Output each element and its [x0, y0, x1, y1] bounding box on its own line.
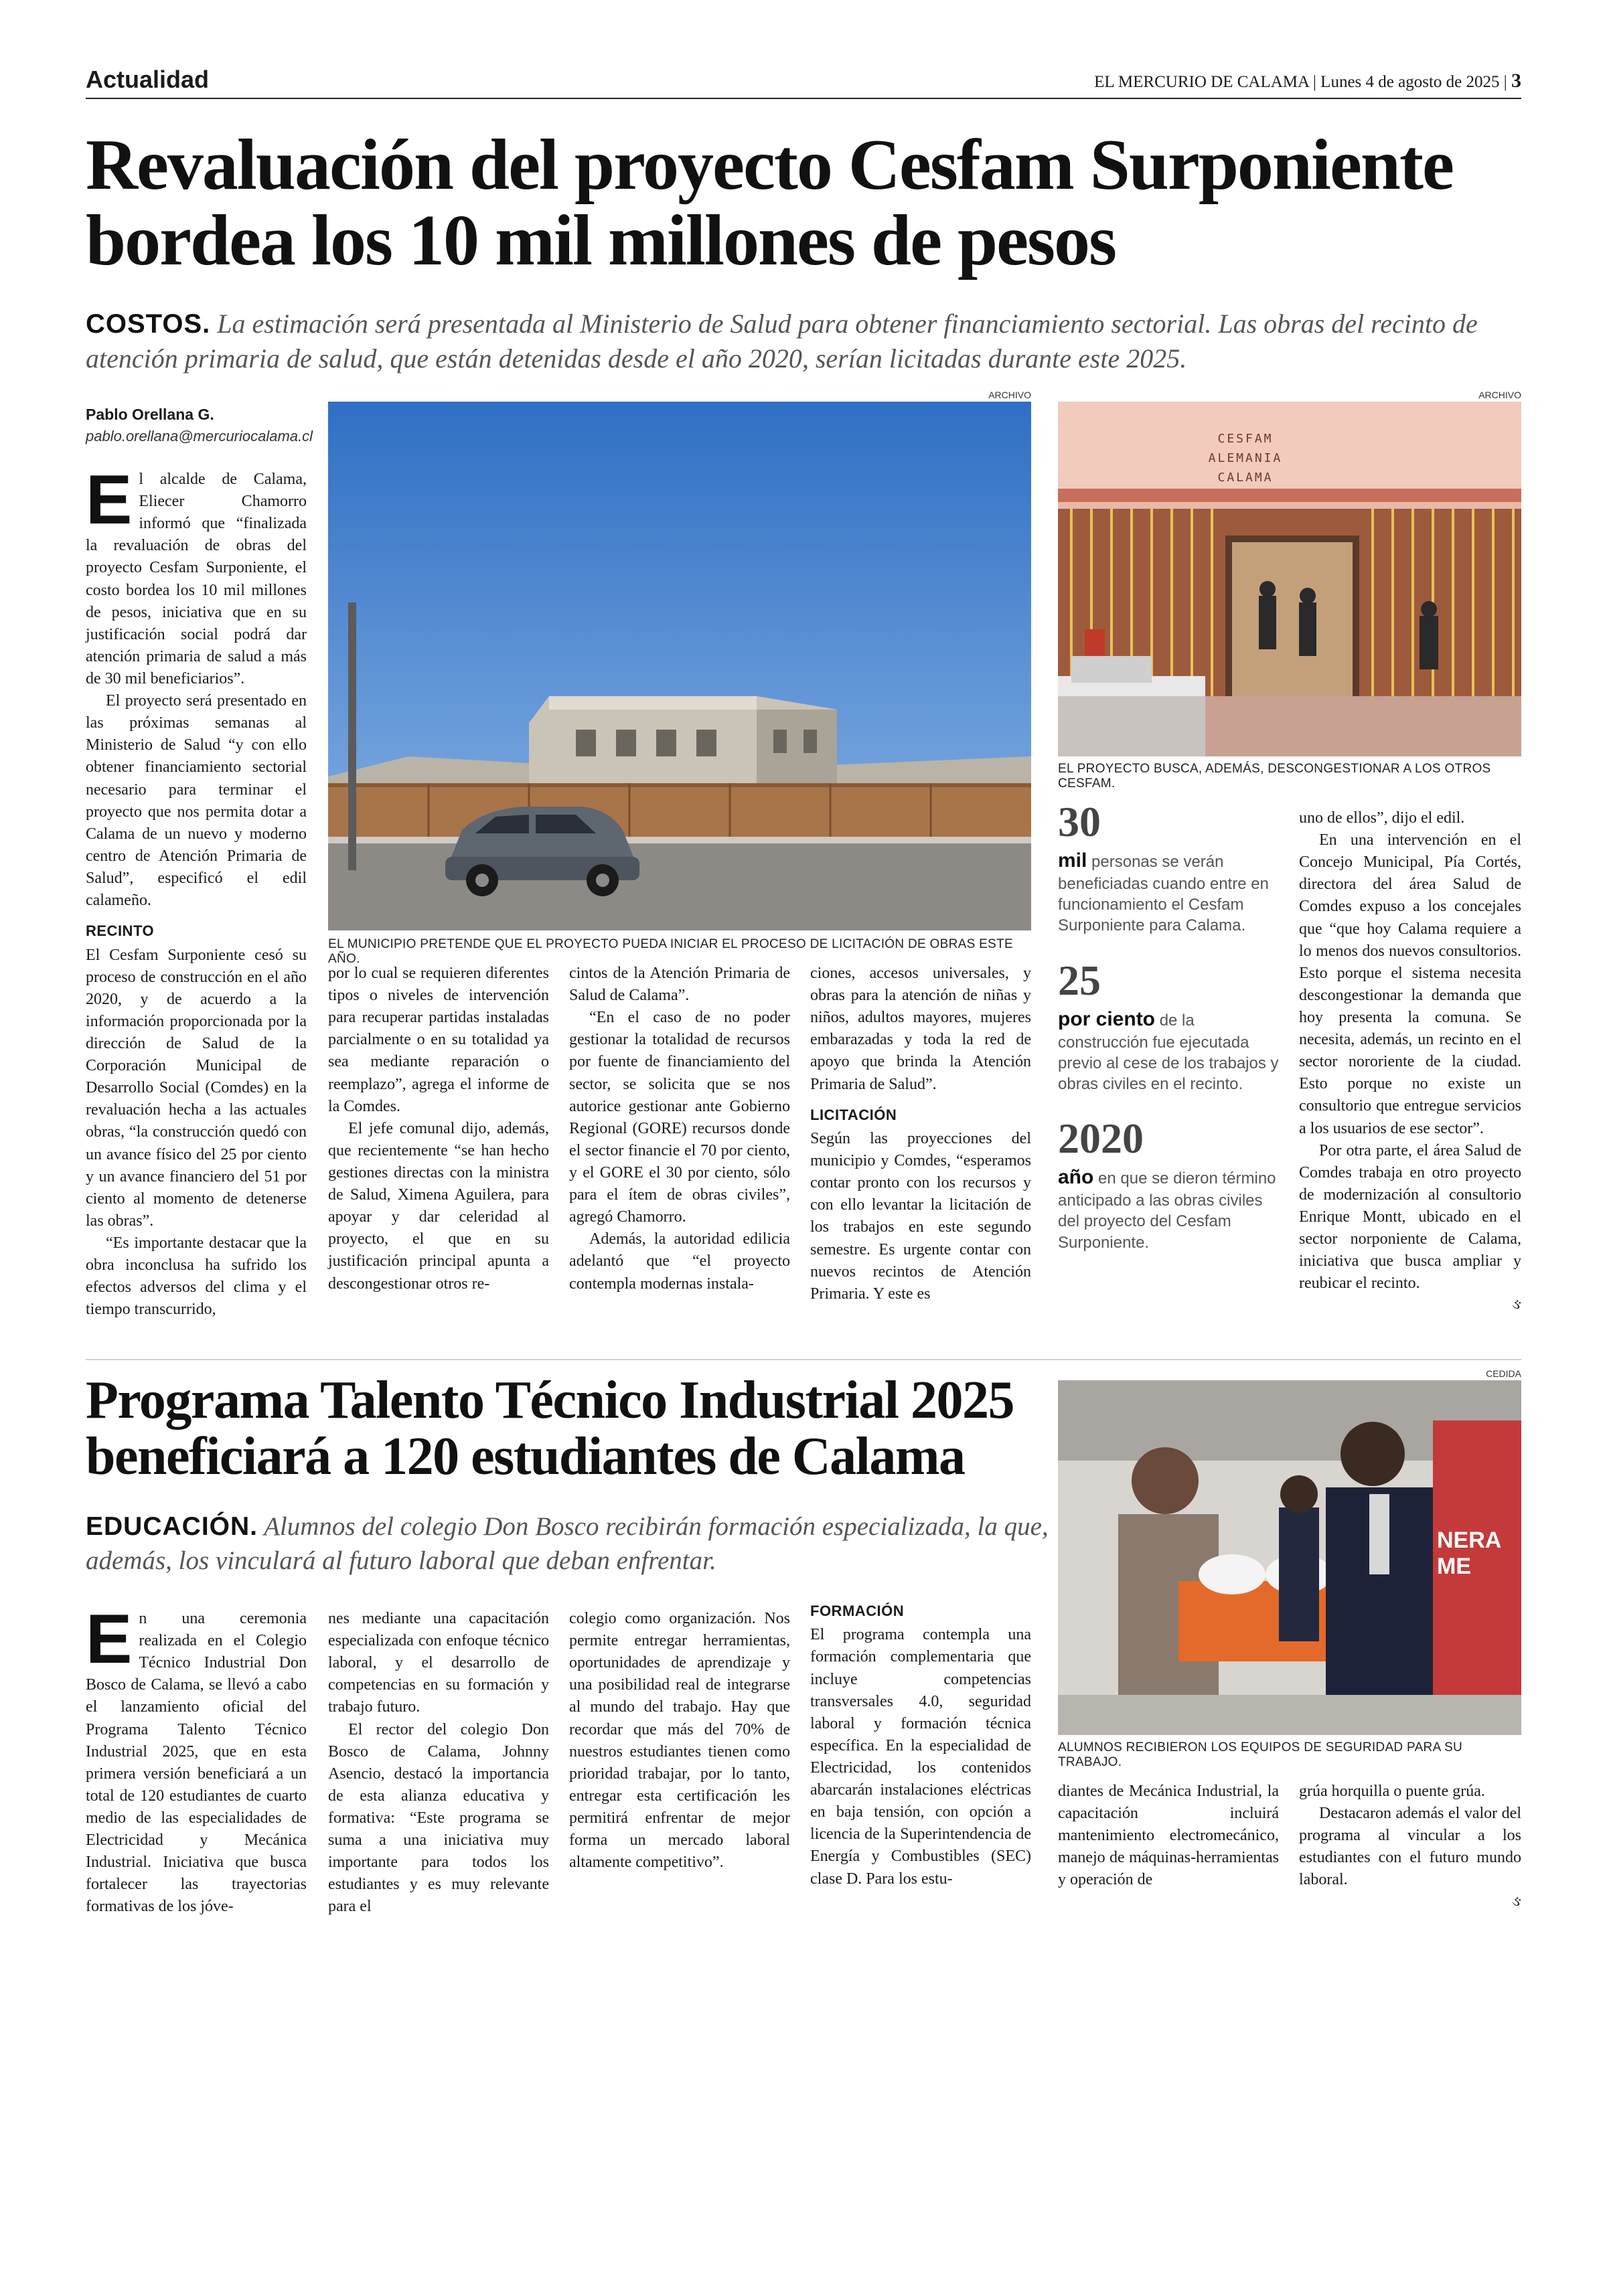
article1-col3-p3: Además, la autoridad edilicia adelantó que “el proyecto contempla modernas instala- — [569, 1230, 790, 1293]
article2-col4-p1: El programa contempla una formación complementaria que incluye competencias transversales 4.0, seguridad laboral y formación técnica específica. En la especialidad de Electricidad, los contenidos abarcarán instalaciones eléctricas en baja tensión, con opción a licencia de la Superintendencia de Energía y Combustibles (SEC) clase D. Para los estu- — [810, 1626, 1031, 1888]
article1-kicker-label: COSTOS. — [86, 309, 211, 339]
byline — [86, 406, 313, 445]
subhead-formacion: FORMACIÓN — [810, 1603, 905, 1619]
subhead-recinto: RECINTO — [86, 922, 155, 940]
article2-kicker — [86, 1510, 1057, 1578]
fact-text — [1058, 847, 1279, 936]
page-number: 3 — [1511, 70, 1521, 92]
header-rule — [86, 98, 1521, 99]
photo1-credit: ARCHIVO — [988, 390, 1031, 400]
author-email[interactable]: pablo.orellana@mercuriocalama.cl — [86, 428, 313, 444]
fact-item — [1058, 1117, 1279, 1253]
article2-column-6 — [1299, 1781, 1521, 1912]
dropcap: E — [86, 461, 133, 539]
article1-col1-p2: El proyecto será presentado en las próximas semanas al Ministerio de Salud “y con ello obtener financiamiento sectorial necesario para terminar el proyecto que nos permita dotar a Calama de un nuevo y moderno centro de Atención Primaria de Salud”, especificó el edil calameño. — [86, 692, 307, 910]
photo2-credit: ARCHIVO — [1478, 390, 1521, 400]
article2-column-5 — [1058, 1781, 1279, 1892]
article2-column-2 — [328, 1608, 549, 1918]
photo2-caption: EL PROYECTO BUSCA, ADEMÁS, DESCONGESTIONAR A LOS OTROS CESFAM. — [1058, 762, 1491, 791]
fact-number: 25 — [1058, 956, 1101, 1004]
article1-col6-p1: uno de ellos”, dijo el edil. — [1299, 809, 1465, 827]
factbox — [1058, 798, 1279, 1253]
article1-column-2 — [328, 963, 549, 1295]
article1-col3-p1: cintos de la Atención Primaria de Salud de Calama”. — [569, 965, 790, 1005]
article2-col2-p1: nes mediante una capacitación especializada con enfoque técnico laboral, y el desarrollo de competencias en su formación y trabajo futuro. — [328, 1610, 549, 1716]
article1-col4-p2: Según las proyecciones del municipio y Comdes, “esperamos contar pronto con los recursos y con ello levantar la licitación de los trabajos en este segundo semestre. Es urgente contar con nuevos recintos de Atención Primaria. Y este es — [810, 1130, 1031, 1303]
photo1-caption: EL MUNICIPIO PRETENDE QUE EL PROYECTO PUEDA INICIAR EL PROCESO DE LICITACIÓN DE OBRAS ESTE AÑO. — [328, 937, 1013, 966]
dropcap: E — [86, 1601, 133, 1678]
article1-col2-p1: por lo cual se requieren diferentes tipos o niveles de intervención para recuperar partidas instaladas parcialmente o en su totalidad ya sea mediante reparación o reemplazo”, agrega el informe de la Comdes. — [328, 965, 549, 1115]
article-divider — [86, 1359, 1521, 1360]
end-mark-icon: ઙ — [1511, 1892, 1521, 1910]
article2-col5-p1: diantes de Mecánica Industrial, la capacitación incluirá mantenimiento electromecánico, manejo de máquinas-herramientas y operación de — [1058, 1783, 1279, 1889]
article2-column-3 — [569, 1608, 790, 1874]
fact-item — [1058, 798, 1279, 936]
masthead-text: EL MERCURIO DE CALAMA | Lunes 4 de agosto de 2025 | — [1094, 73, 1507, 91]
article1-kicker-text: La estimación será presentada al Ministerio de Salud para obtener financiamiento sectorial. Las obras del recinto de atención primaria de salud, que están detenidas desde el año 2020, serían licitadas durante este 2025. — [86, 309, 1478, 374]
article2-headline: Programa Talento Técnico Industrial 2025 beneficiará a 120 estudiantes de Calama — [86, 1371, 1014, 1486]
fact-unit: por ciento — [1058, 1007, 1156, 1030]
banner-text: NERA ME — [1437, 1528, 1501, 1579]
article2-kicker-label: EDUCACIÓN. — [86, 1512, 258, 1541]
construction-photo — [328, 402, 1031, 930]
article1-col2-p2: El jefe comunal dijo, además, que recientemente “se han hecho gestiones directas con la ministra de Salud, Ximena Aguilera, para apoyar y dar celeridad al proyecto, el que en su justificación principal apunta a descongestionar otros re- — [328, 1119, 549, 1293]
article1-lead — [86, 461, 307, 690]
ceremony-photo — [1058, 1380, 1521, 1735]
construction-photo-image — [328, 402, 1031, 930]
article1-col6-p2: En una intervención en el Concejo Municipal, Pía Cortés, directora del área Salud de Comdes expuso a los concejales que “que hoy Calama requiere a lo menos dos nuevos consultorios. Esto porque el sistema necesita descongestionar la demanda que hoy presenta la comuna. Se necesita, además, un recinto en el sector nororiente de la ciudad. Esto porque no existe un consultorio que entregue servicios a los usuarios de ese sector”. — [1299, 831, 1521, 1137]
article2-kicker-text: Alumnos del colegio Don Bosco recibirán formación especializada, la que, además, los vinculará al futuro laboral que deban enfrentar. — [86, 1512, 1049, 1575]
article1-column-6 — [1299, 807, 1521, 1315]
cesfam-sign: CESFAM ALEMANIA CALAMA — [1208, 432, 1283, 485]
article1-col1-p4: “Es importante destacar que la obra inconclusa ha sufrido los efectos adversos del clima y el tiempo transcurrido, — [86, 1234, 307, 1319]
article2-column-4 — [810, 1601, 1031, 1890]
article2-lead — [86, 1601, 307, 1918]
article1-headline: Revaluación del proyecto Cesfam Surponiente bordea los 10 mil millones de pesos — [86, 125, 1453, 281]
fact-desc: en que se dieron término anticipado a las obras civiles del proyecto del Cesfam Surponiente. — [1058, 1169, 1276, 1252]
fact-unit: mil — [1058, 849, 1087, 872]
article2-col6-p2: Destacaron además el valor del programa al vincular a los estudiantes con el futuro mundo laboral. — [1299, 1805, 1521, 1889]
fact-unit: año — [1058, 1166, 1094, 1189]
article2-col2-p2: El rector del colegio Don Bosco de Calama, Johnny Asencio, destacó la importancia de esta alianza educativa y formativa: “Este programa se suma a una iniciativa muy importante para todos los estudiantes y es muy relevante para el — [328, 1720, 549, 1916]
fact-text — [1058, 1164, 1279, 1253]
photo3-caption: ALUMNOS RECIBIERON LOS EQUIPOS DE SEGURIDAD PARA SU TRABAJO. — [1058, 1740, 1463, 1769]
article1-column-3 — [569, 963, 790, 1295]
article1-kicker — [86, 307, 1519, 376]
article1-col1-p3: El Cesfam Surponiente cesó su proceso de construcción en el año 2020, y de acuerdo a la información proporcionada por la dirección de Salud de la Corporación Municipal de Desarrollo Social (Comdes) en la revaluación hecha a las actuales obras, “la construcción quedó con un avance físico del 25 por ciento y un avance financiero del 51 por ciento al momento de detenerse las obras”. — [86, 946, 307, 1230]
fact-desc: personas se verán beneficiadas cuando entre en funcionamiento el Cesfam Surponiente para Calama. — [1058, 853, 1269, 935]
masthead — [1094, 70, 1521, 92]
fact-item — [1058, 956, 1279, 1095]
fact-number: 2020 — [1058, 1115, 1144, 1163]
fact-desc: de la construcción fue ejecutada previo al cese de los trabajos y obras civiles en el recinto. — [1058, 1011, 1279, 1093]
end-mark-icon: ઙ — [1511, 1296, 1521, 1313]
subhead-licitacion: LICITACIÓN — [810, 1106, 897, 1123]
article1-col3-p2: “En el caso de no poder gestionar la totalidad de recursos por fuente de financiamiento del sector, se solicita que se nos autorice gestionar ante Gobierno Regional (GORE) recursos donde el sector financie el 70 por ciento, y el GORE el 30 por ciento, sólo para el ítem de obras civiles”, agregó Chamorro. — [569, 1009, 790, 1226]
article2-column-1 — [86, 1601, 307, 1918]
article1-column-4 — [810, 963, 1031, 1305]
article1-col4-p1: ciones, accesos universales, y obras para la atención de niñas y niños, adultos mayores, mujeres embarazadas y toda la red de apoyo que brinda la Atención Primaria de Salud”. — [810, 965, 1031, 1093]
article2-col3-p1: colegio como organización. Nos permite entregar herramientas, oportunidades de aprendizaje y una posibilidad real de integrarse al mundo del trabajo. Hay que recordar que más del 70% de nuestros estudiantes tienen como prioridad trabajar, por lo tanto, entregar esta certificación les permitirá enfrentar de mejor forma un mercado laboral altamente competitivo”. — [569, 1610, 790, 1872]
cesfam-photo — [1058, 402, 1521, 756]
article1-col6-p3: Por otra parte, el área Salud de Comdes trabaja en otro proyecto de modernización al consultorio Enrique Montt, ubicado en el sector norponiente de Calama, iniciativa que busca ampliar y reubicar el recinto. — [1299, 1141, 1521, 1293]
section-label: Actualidad — [86, 66, 210, 93]
article2-col6-p1: grúa horquilla o puente grúa. — [1299, 1783, 1485, 1800]
author-name: Pablo Orellana G. — [86, 406, 214, 423]
article1-column-1 — [86, 461, 307, 1321]
photo3-credit: CEDIDA — [1486, 1368, 1521, 1379]
article2-col1-p1: n una ceremonia realizada en el Colegio Técnico Industrial Don Bosco de Calama, se llevó a cabo el lanzamiento oficial del Programa Talento Técnico Industrial 2025, que en esta primera versión beneficiará a un total de 120 estudiantes de cuarto medio de las especialidades de Electricidad y Mecánica Industrial. Iniciativa que busca fortalecer las trayectorias formativas de los jóve- — [86, 1610, 307, 1916]
article1-col1-p1: l alcalde de Calama, Eliecer Chamorro informó que “finalizada la revaluación de obras del proyecto Cesfam Surponiente, el costo bordea los 10 mil millones de pesos, iniciativa que en su justificación social podrá dar atención primaria de salud a más de 30 mil beneficiarios”. — [86, 471, 307, 687]
fact-number: 30 — [1058, 798, 1101, 845]
fact-text — [1058, 1006, 1279, 1095]
